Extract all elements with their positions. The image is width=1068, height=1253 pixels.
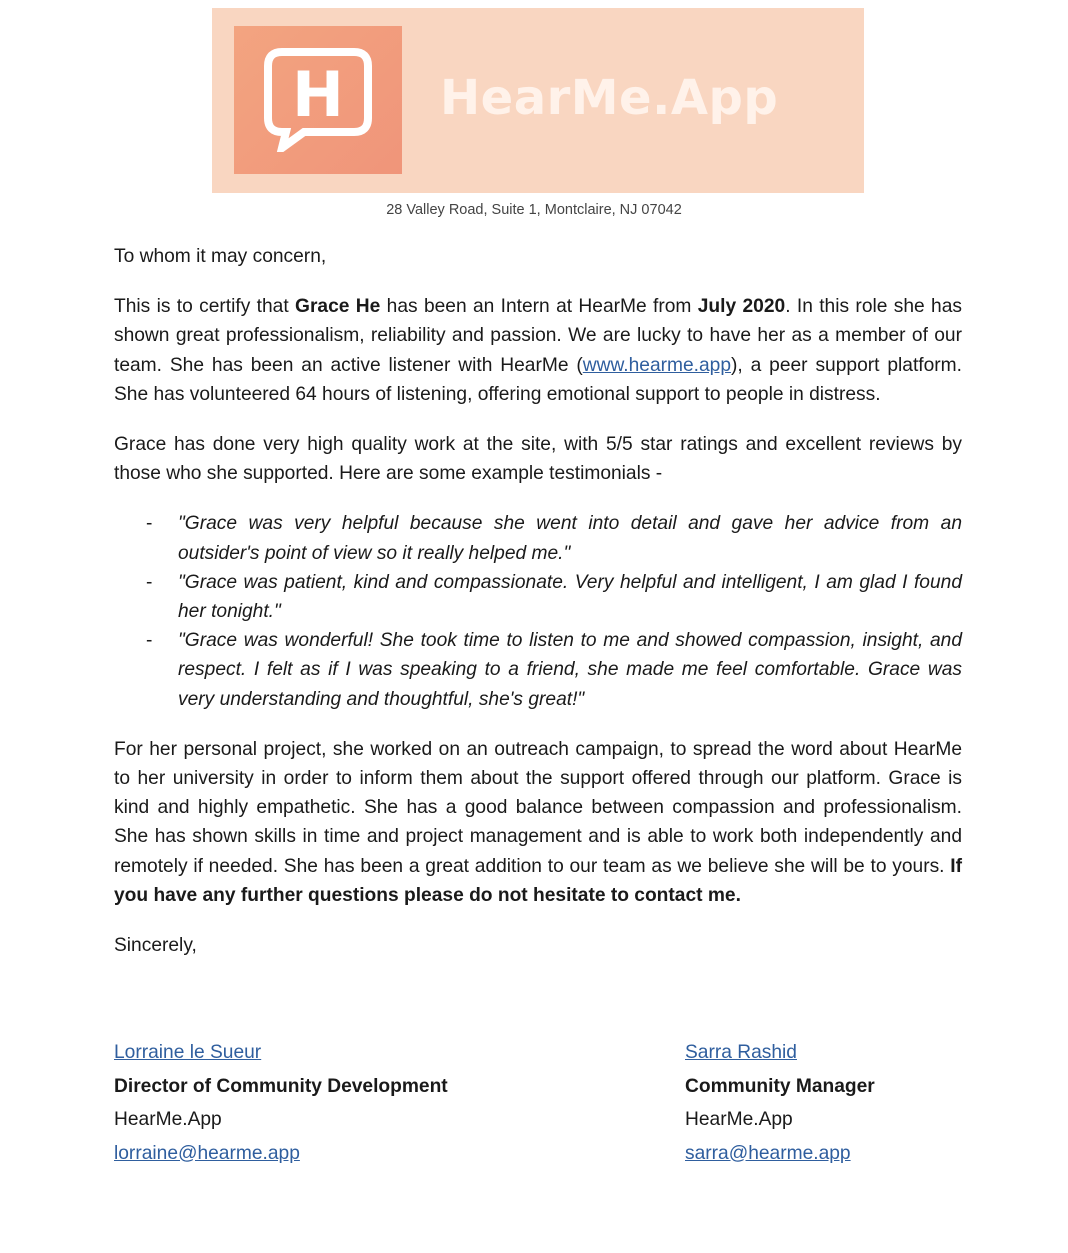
bullet-dash: - [146, 513, 153, 535]
greeting: To whom it may concern, [114, 246, 327, 267]
project-paragraph [114, 735, 962, 910]
hearme-logo [234, 26, 402, 174]
list-item [114, 626, 962, 714]
website-link[interactable]: www.hearme.app [582, 354, 732, 376]
testimonial-text: "Grace was patient, kind and compassionate. Very helpful and intelligent, I am glad I found her tonight." [178, 571, 962, 623]
intro-text: has been an Intern at HearMe from [380, 296, 698, 318]
logo-letter: H [292, 58, 344, 131]
signer-org: HearMe.App [685, 1109, 793, 1130]
signer-org: HearMe.App [114, 1109, 222, 1130]
contact-note: If you have any further questions please do not hesitate to contact me. [114, 855, 962, 906]
project-text: For her personal project, she worked on an outreach campaign, to spread the word about HearMe to her university in order to inform them about the support offered through our platform. Grace is kind and highly empathetic. She has a good balance between compassion and professionalism. She has shown skills in time and project management and is able to work both independently and remotely if needed. She has been a great addition to our team as we believe she will be to yours. [114, 738, 962, 877]
signature-block-right [685, 1036, 875, 1170]
signer-email-link[interactable]: sarra@hearme.app [685, 1142, 851, 1164]
intern-name: Grace He [295, 296, 381, 318]
list-item [114, 509, 962, 567]
brand-name: HearMe.App [440, 70, 779, 126]
signer-name[interactable]: Lorraine le Sueur [114, 1042, 262, 1063]
signer-title: Community Manager [685, 1075, 875, 1097]
closing: Sincerely, [114, 935, 197, 957]
list-item [114, 568, 962, 626]
signature-block-left [114, 1036, 448, 1170]
company-address: 28 Valley Road, Suite 1, Montclaire, NJ 07042 [386, 202, 682, 218]
testimonial-text: "Grace was wonderful! She took time to listen to me and showed compassion, insight, and respect. I felt as if I was speaking to a friend, she made me feel comfortable. Grace was very understanding and thoughtful, she's great!" [178, 630, 962, 710]
speech-bubble-icon [264, 48, 372, 152]
testimonial-list [114, 509, 962, 713]
intro-text: ), a peer support platform. She has volunteered 64 hours of listening, offering emotional support to people in distress. [114, 354, 962, 405]
intro-text: . In this role she has shown great professionalism, reliability and passion. We are lucky to have her as a member of our team. She has been an active listener with HearMe ( [114, 296, 962, 376]
intro-paragraph [114, 292, 962, 409]
letter-body [114, 242, 962, 981]
quality-paragraph: Grace has done very high quality work at the site, with 5/5 star ratings and excellent reviews by those who she supported. Here are some example testimonials - [114, 434, 962, 485]
signer-title: Director of Community Development [114, 1075, 448, 1097]
signer-name[interactable]: Sarra Rashid [685, 1042, 797, 1063]
header-banner [212, 8, 864, 193]
bullet-dash: - [146, 571, 153, 593]
testimonial-text: "Grace was very helpful because she went into detail and gave her advice from an outsider's point of view so it really helped me." [178, 513, 962, 564]
bullet-dash: - [146, 630, 153, 652]
intro-text: This is to certify that [114, 296, 296, 318]
start-date: July 2020 [697, 296, 786, 318]
signer-email-link[interactable]: lorraine@hearme.app [114, 1142, 300, 1164]
